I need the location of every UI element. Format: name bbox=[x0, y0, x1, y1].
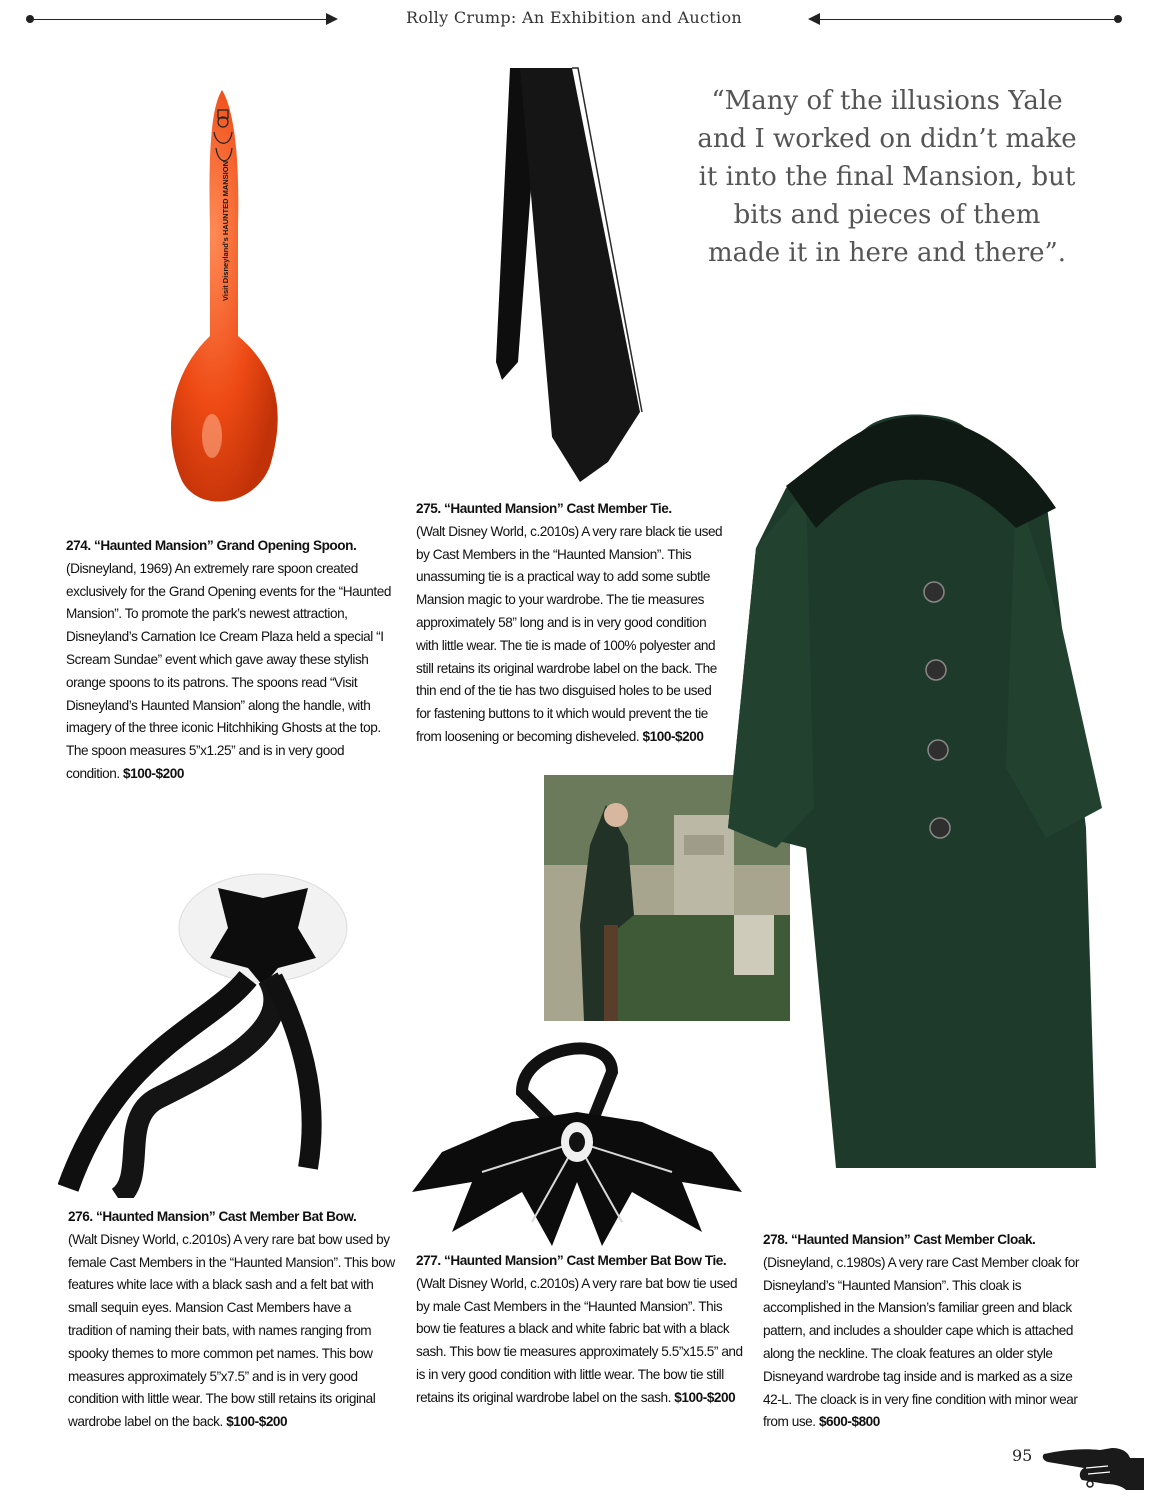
item-278-price: $600-$800 bbox=[818, 1414, 880, 1430]
item-275-description bbox=[416, 498, 726, 749]
header-rule-left bbox=[30, 19, 330, 20]
header-dot-right bbox=[1114, 15, 1122, 23]
item-278-body: (Disneyland, c.1980s) A very rare Cast Member cloak for Disneyland’s “Haunted Mansion”. This cloak is accomplished in the Mansion’s familiar green and black pattern, and includes a shoulder cape which is attached along the neckline. The cloak features an older style Disneyand wardrobe tag inside and is marked as a size 42-L. The cloack is in very fine condition with minor wear from use. bbox=[763, 1254, 1079, 1430]
header-title: Rolly Crump: An Exhibition and Auction bbox=[405, 8, 742, 27]
bat-bow-image bbox=[58, 868, 388, 1198]
item-276-body: (Walt Disney World, c.2010s) A very rare bat bow used by female Cast Members in the “Haunted Mansion”. This bow features white lace with a black sash and a felt bat with small sequin eyes. Mansion Cast Members have a tradition of naming their bats, with names ranging from spooky themes to more common pet names. This bow measures approximately 5”x7.5” and is in very good condition with little wear. The bow still retains its original wardrobe label on the back. bbox=[68, 1231, 395, 1430]
item-278-title: 278. “Haunted Mansion” Cast Member Cloak. bbox=[763, 1232, 1036, 1247]
cloak-image bbox=[716, 408, 1112, 1188]
item-277-body: (Walt Disney World, c.2010s) A very rare bat bow tie used by male Cast Members in the “Haunted Mansion”. This bow tie features a black and white fabric bat with a black sash. This bow tie measures approximately 5.5”x15.5” and is in very good condition with little wear. The bow tie still retains its original wardrobe label on the sash. bbox=[416, 1275, 743, 1405]
item-275-title: 275. “Haunted Mansion” Cast Member Tie. bbox=[416, 501, 672, 516]
header-arrow-right-icon bbox=[326, 13, 338, 25]
pointing-hand-icon bbox=[1042, 1440, 1146, 1490]
header-rule-right bbox=[818, 19, 1118, 20]
header-dot-left bbox=[26, 15, 34, 23]
item-276-title: 276. “Haunted Mansion” Cast Member Bat Bow. bbox=[68, 1209, 357, 1224]
item-277-price: $100-$200 bbox=[674, 1389, 736, 1405]
item-274-title: 274. “Haunted Mansion” Grand Opening Spoon. bbox=[66, 538, 357, 553]
item-274-description bbox=[66, 535, 392, 786]
page-number: 95 bbox=[1012, 1446, 1033, 1465]
item-276-description bbox=[68, 1206, 396, 1434]
item-274-price: $100-$200 bbox=[123, 765, 184, 781]
spoon-handle-text: Visit Disneyland's HAUNTED MANSION bbox=[221, 160, 230, 301]
item-278-description bbox=[763, 1229, 1093, 1434]
item-276-price: $100-$200 bbox=[226, 1414, 288, 1430]
item-275-body: (Walt Disney World, c.2010s) A very rare black tie used by Cast Members in the “Haunted Mansion”. This unassuming tie is a practical way to add some subtle Mansion magic to your wardrobe. The tie measures approximately 58” long and is in very good condition with little wear. The tie is made of 100% polyester and still retains its original wardrobe label on the back. The thin end of the tie has two disguised holes to be used for fastening buttons to it which would prevent the tie from loosening or becoming disheveled. bbox=[416, 523, 723, 744]
item-274-body: (Disneyland, 1969) An extremely rare spoon created exclusively for the Grand Opening events for the “Haunted Mansion”. To promote the park’s newest attraction, Disneyland’s Carnation Ice Cream Plaza held a special “I Scream Sundae” event which gave away these stylish orange spoons to its patrons. The spoons read “Visit Disneyland’s Haunted Mansion” along the handle, with imagery of the three iconic Hitchhiking Ghosts at the top. The spoon measures 5”x1.25” and is in very good condition. bbox=[66, 560, 391, 781]
pull-quote: “Many of the illusions Yale and I worked on didn’t make it into the final Mansion, but bits and pieces of them made it in here and there”. bbox=[697, 86, 1077, 268]
spoon-image bbox=[160, 86, 290, 516]
item-275-price: $100-$200 bbox=[642, 728, 704, 744]
tie-image bbox=[400, 62, 700, 492]
item-277-description bbox=[416, 1250, 746, 1410]
item-277-title: 277. “Haunted Mansion” Cast Member Bat Bow Tie. bbox=[416, 1253, 727, 1268]
bat-bow-tie-image bbox=[412, 1032, 742, 1246]
